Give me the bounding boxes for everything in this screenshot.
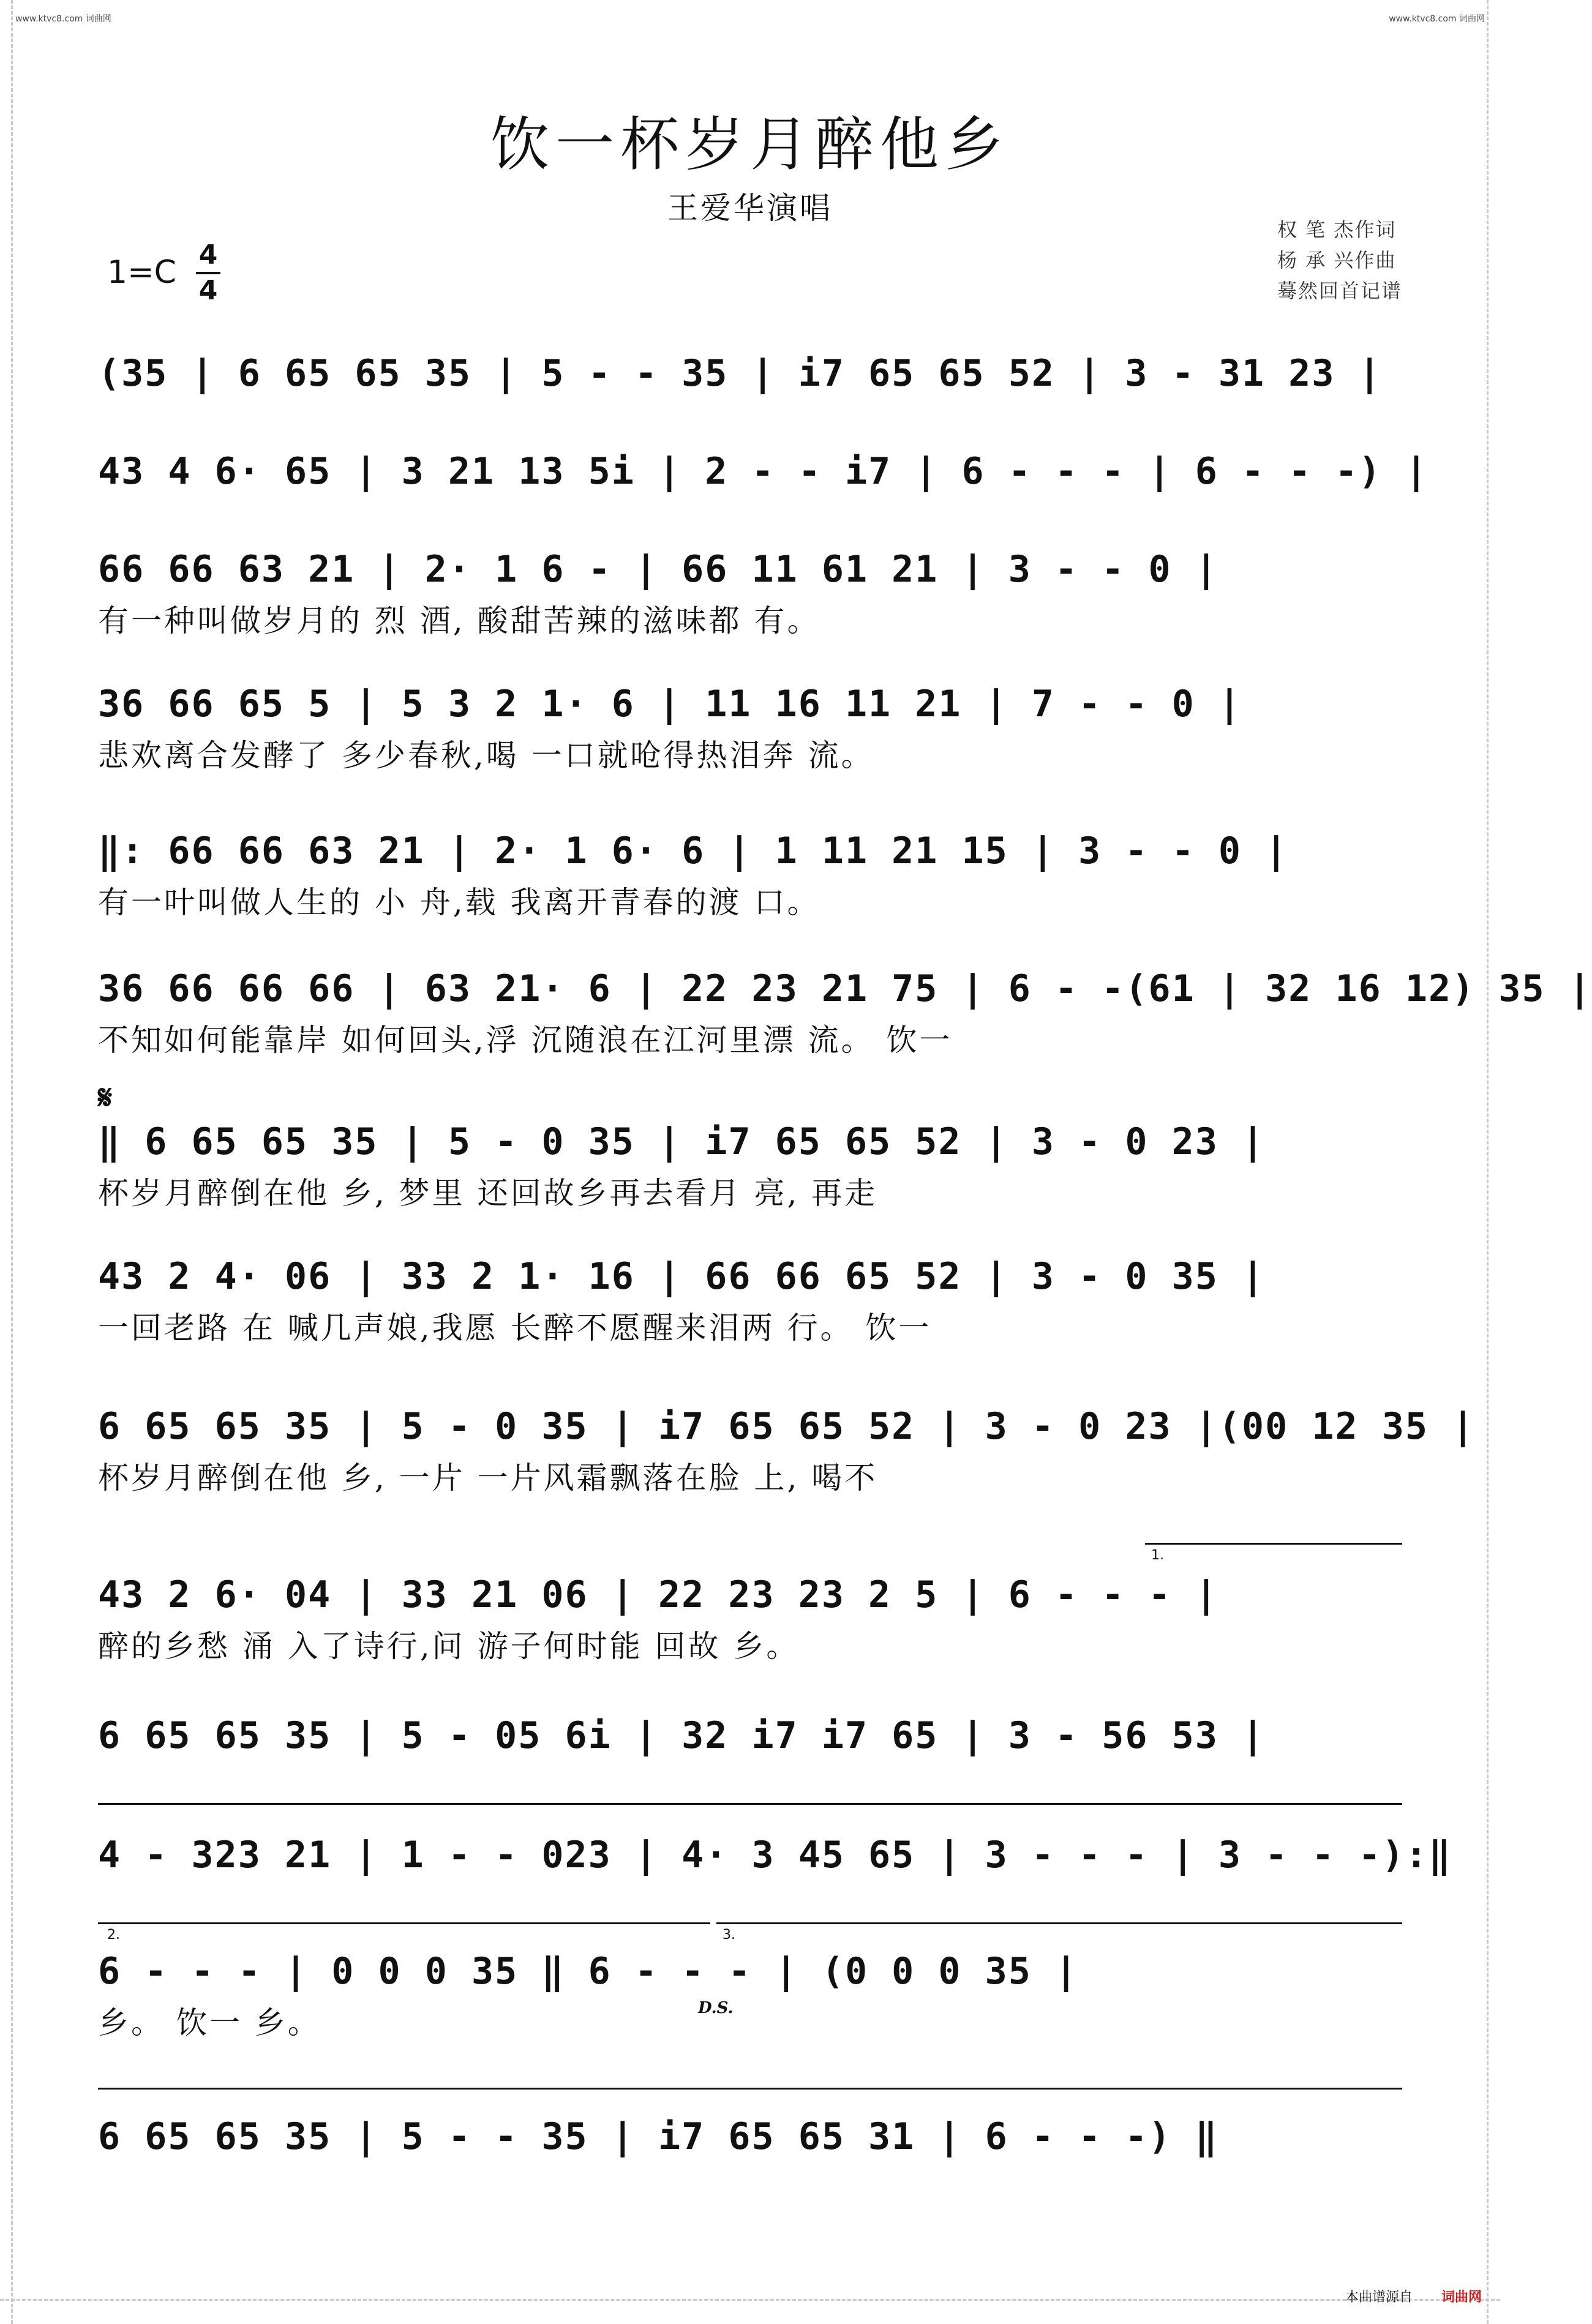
lyric-line: 醉的乡愁 涌 入了诗行,问 游子何时能 回故 乡。 — [98, 1629, 800, 1664]
site-watermark-left: www.ktvc8.com 词曲网 — [15, 14, 111, 24]
volta-1-bracket — [1145, 1543, 1402, 1545]
lyric-line: 杯岁月醉倒在他 乡, 一片 一片风霜飘落在脸 上, 喝不 — [98, 1460, 878, 1496]
volta-3-bracket — [716, 1922, 1402, 1924]
notation-line: 43 2 4· 06 | 33 2 1· 16 | 66 66 65 52 | 3 - 0 35 | — [98, 1255, 1266, 1298]
volta-2-bracket — [98, 1922, 710, 1924]
score-title: 饮一杯岁月醉他乡 — [490, 110, 1010, 179]
dal-segno-mark: D.S. — [698, 1999, 734, 2017]
lyric-line: 有一种叫做岁月的 烈 酒, 酸甜苦辣的滋味都 有。 — [98, 603, 820, 639]
notation-line: 6 - - - | 0 0 0 35 ‖ 6 - - - | (0 0 0 35 | — [98, 1950, 1079, 1993]
notation-line: 6 65 65 35 | 5 - 0 35 | i7 65 65 52 | 3 - 0 23 |(00 12 35 | — [98, 1405, 1476, 1448]
system-divider-line — [98, 2088, 1402, 2090]
footer-site-logo[interactable]: 词曲网 — [1441, 2290, 1482, 2305]
singer-credit: 王爱华演唱 — [667, 190, 833, 226]
footer — [1345, 2287, 1482, 2306]
system-divider-line — [98, 1803, 1402, 1805]
credits-block — [1277, 214, 1402, 306]
notation-line: ‖ 6 65 65 35 | 5 - 0 35 | i7 65 65 52 | 3 - 0 23 | — [98, 1120, 1266, 1163]
transcriber-credit: 蓦然回首记谱 — [1277, 279, 1402, 302]
notation-line: ‖: 66 66 63 21 | 2· 1 6· 6 | 1 11 21 15 | 3 - - 0 | — [98, 830, 1289, 872]
composer-credit: 杨 承 兴作曲 — [1277, 249, 1397, 272]
segno-sign: 𝄋 — [98, 1078, 113, 1117]
lyric-line: 杯岁月醉倒在他 乡, 梦里 还回故乡再去看月 亮, 再走 — [98, 1175, 878, 1211]
time-signature — [196, 240, 220, 306]
meter-divider — [196, 272, 220, 274]
lyric-line: 悲欢离合发酵了 多少春秋,喝 一口就呛得热泪奔 流。 — [98, 738, 874, 773]
notation-line: 36 66 65 5 | 5 3 2 1· 6 | 11 16 11 21 | 7 - - 0 | — [98, 683, 1242, 725]
site-watermark-right: www.ktvc8.com 词曲网 — [1389, 14, 1485, 24]
notation-line: 43 4 6· 65 | 3 21 13 5i | 2 - - i7 | 6 - - - | 6 - - -) | — [98, 450, 1429, 493]
volta-1-label: 1. — [1151, 1548, 1164, 1563]
lyric-line: 乡。 饮一 乡。 — [98, 2005, 321, 2041]
notation-line: (35 | 6 65 65 35 | 5 - - 35 | i7 65 65 52 | 3 - 31 23 | — [98, 352, 1382, 395]
volta-2-label: 2. — [107, 1927, 120, 1943]
notation-line: 66 66 63 21 | 2· 1 6 - | 66 11 61 21 | 3 - - 0 | — [98, 548, 1218, 591]
notation-line: 6 65 65 35 | 5 - 05 6i | 32 i7 i7 65 | 3 - 56 53 | — [98, 1714, 1266, 1757]
bottom-border-line — [0, 2299, 1500, 2301]
lyric-line: 一回老路 在 喊几声娘,我愿 长醉不愿醒来泪两 行。 饮一 — [98, 1310, 932, 1346]
lyric-line: 有一叶叫做人生的 小 舟,载 我离开青春的渡 口。 — [98, 885, 820, 920]
notation-line: 36 66 66 66 | 63 21· 6 | 22 23 21 75 | 6 - -(61 | 32 16 12) 35 | — [98, 967, 1592, 1010]
right-border-line — [1487, 0, 1489, 2324]
notation-line: 43 2 6· 04 | 33 21 06 | 22 23 23 2 5 | 6 - - - | — [98, 1573, 1218, 1616]
lyricist-credit: 权 笔 杰作词 — [1277, 218, 1397, 241]
notation-line: 6 65 65 35 | 5 - - 35 | i7 65 65 31 | 6 - - -) ‖ — [98, 2115, 1218, 2158]
volta-3-label: 3. — [723, 1927, 735, 1943]
notation-line: 4 - 323 21 | 1 - - 023 | 4· 3 45 65 | 3 - - - | 3 - - -):‖ — [98, 1834, 1452, 1876]
left-border-line — [11, 0, 13, 2324]
footer-source-label: 本曲谱源自 — [1345, 2290, 1413, 2305]
lyric-line: 不知如何能靠岸 如何回头,浮 沉随浪在江河里漂 流。 饮一 — [98, 1022, 953, 1058]
meter-bottom: 4 — [198, 275, 218, 306]
meter-top: 4 — [198, 239, 218, 271]
key-signature: 1=C — [107, 254, 176, 291]
